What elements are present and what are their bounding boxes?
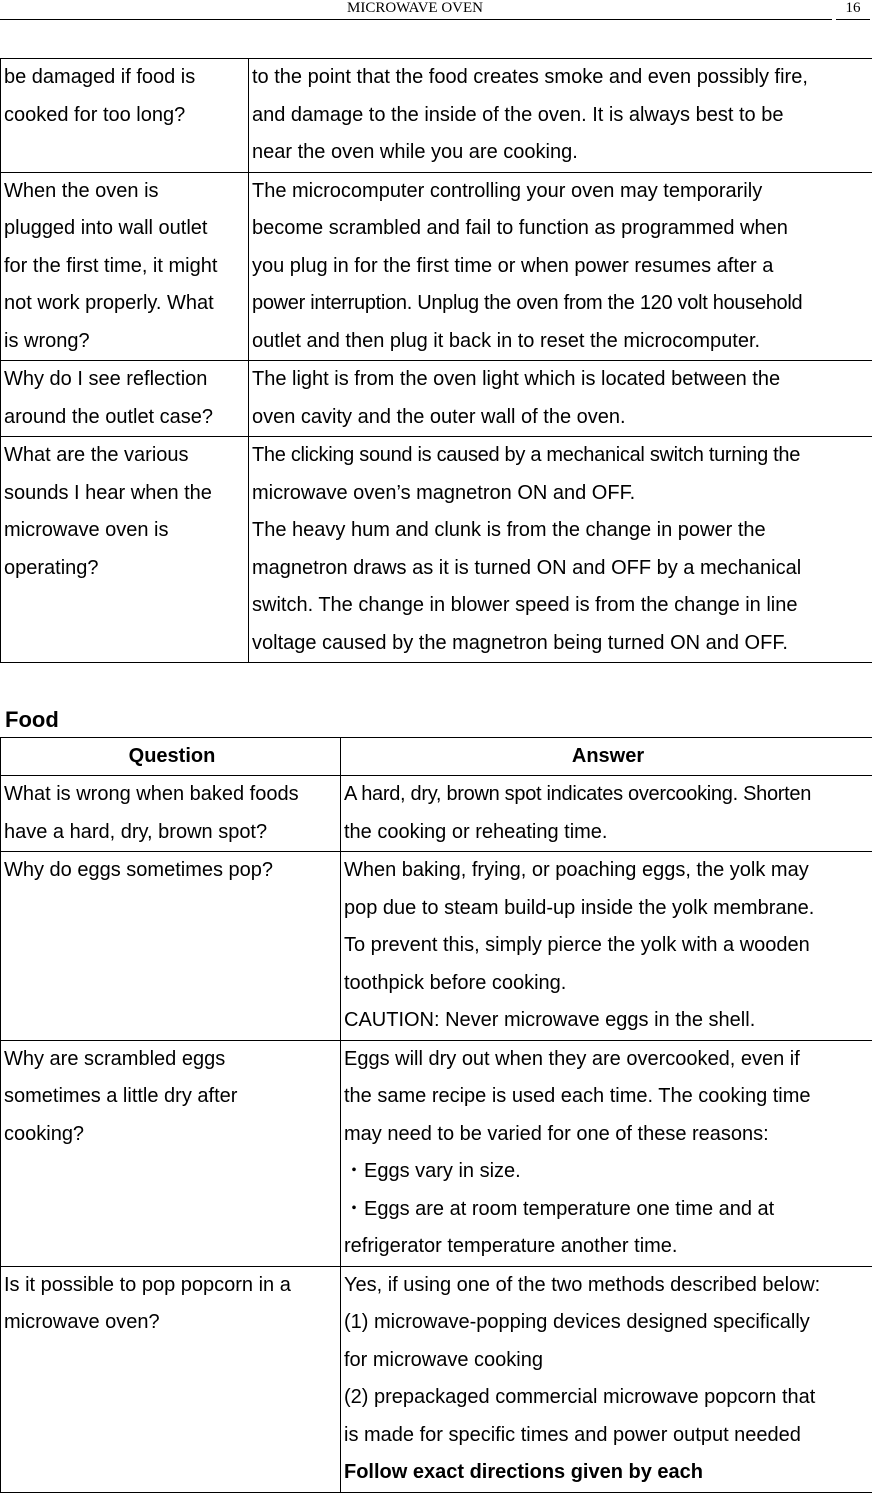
table-row xyxy=(1,776,872,852)
question-cell: Why are scrambled eggs sometimes a little dry after cooking? xyxy=(1,1040,341,1266)
question-cell: be damaged if food is cooked for too long? xyxy=(1,59,249,173)
header-title: MICROWAVE OVEN xyxy=(347,0,483,16)
table-row xyxy=(1,361,872,437)
answer-cell: to the point that the food creates smoke and even possibly fire, and damage to the inside of the oven. It is always best to be near the oven while you are cooking. xyxy=(249,59,872,173)
header-rule xyxy=(0,19,832,20)
table-row xyxy=(1,437,872,663)
table-row xyxy=(1,59,872,173)
column-header-answer: Answer xyxy=(341,738,872,776)
table-row xyxy=(1,852,872,1041)
column-header-question: Question xyxy=(1,738,341,776)
question-cell: What is wrong when baked foods have a hard, dry, brown spot? xyxy=(1,776,341,852)
question-cell: What are the various sounds I hear when the microwave oven is operating? xyxy=(1,437,249,663)
answer-cell: The clicking sound is caused by a mechanical switch turning the microwave oven’s magnetron ON and OFF. The heavy hum and clunk is from the change in power the magnetron draws as it is turned ON and OFF by a mechanical switch. The change in blower speed is from the change in line voltage caused by the magnetron being turned ON and OFF. xyxy=(249,437,872,663)
question-cell: Why do I see reflection around the outlet case? xyxy=(1,361,249,437)
table-row xyxy=(1,1266,872,1492)
answer-cell: The light is from the oven light which is located between the oven cavity and the outer wall of the oven. xyxy=(249,361,872,437)
table-row xyxy=(1,172,872,361)
answer-cell: The microcomputer controlling your oven may temporarily become scrambled and fail to function as programmed when you plug in for the first time or when power resumes after a power interruption. Unplug the oven from the 120 volt household outlet and then plug it back in to reset the microcomputer. xyxy=(249,172,872,361)
table-header-row xyxy=(1,738,872,776)
section-title-food: Food xyxy=(5,707,59,732)
answer-cell: When baking, frying, or poaching eggs, the yolk may pop due to steam build-up inside the yolk membrane. To prevent this, simply pierce the yolk with a wooden toothpick before cooking. CAUTION: Never microwave eggs in the shell. xyxy=(341,852,872,1041)
faq-table-food xyxy=(0,737,872,1493)
question-cell: Is it possible to pop popcorn in a microwave oven? xyxy=(1,1266,341,1492)
header-rule-short xyxy=(836,19,870,20)
page-number: 16 xyxy=(845,0,861,16)
table-row xyxy=(1,1040,872,1266)
answer-cell: Yes, if using one of the two methods described below: (1) microwave-popping devices designed specifically for microwave cooking (2) prepackaged commercial microwave popcorn that is made for specific times and power output needed Follow exact directions given by each xyxy=(341,1266,872,1492)
answer-cell: Eggs will dry out when they are overcooked, even if the same recipe is used each time. The cooking time may need to be varied for one of these reasons: ・Eggs vary in size. ・Eggs are at room temperature one time and at refrigerator temperature another time. xyxy=(341,1040,872,1266)
question-cell: When the oven is plugged into wall outlet for the first time, it might not work properly. What is wrong? xyxy=(1,172,249,361)
answer-cell: A hard, dry, brown spot indicates overcooking. Shorten the cooking or reheating time. xyxy=(341,776,872,852)
faq-table-general xyxy=(0,58,872,663)
question-cell: Why do eggs sometimes pop? xyxy=(1,852,341,1041)
page-header xyxy=(0,0,872,24)
